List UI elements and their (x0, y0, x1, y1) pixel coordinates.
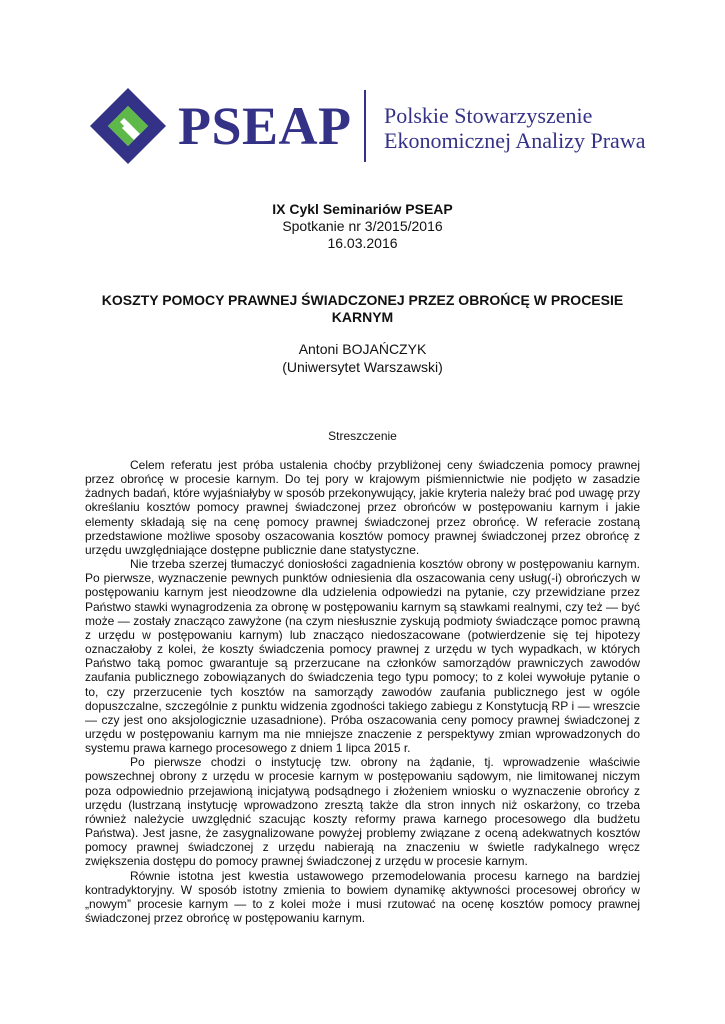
logo-acronym: PSEAP (178, 96, 352, 156)
logo-full-name (384, 103, 645, 153)
abstract-paragraph: Równie istotna jest kwestia ustawowego przemodelowania procesu karnego na bardziej kontradyktoryjny. W sposób istotny zmienia to bowiem dynamikę aktywności procesowej obrońcy w „nowym” procesie karnym — to z kolei może i musi rzutować na ocenę kosztów pomocy prawnej świadczonej przez obrońcę w postępowaniu karnym. (85, 868, 640, 925)
logo-name-line2: Ekonomicznej Analizy Prawa (384, 128, 646, 153)
author-name: Antoni BOJAŃCZYK (298, 341, 427, 357)
abstract-label: Streszczenie (328, 429, 397, 443)
pseap-logo-icon (88, 86, 168, 166)
author-block (85, 340, 640, 376)
abstract-body (85, 458, 640, 925)
author-affiliation: (Uniwersytet Warszawski) (282, 359, 443, 375)
series-info (85, 201, 640, 252)
abstract-paragraph: Celem referatu jest próba ustalenia choćby przybliżonej ceny świadczenia pomocy prawnej przez obrońcę w procesie karnym. Do tej pory w krajowym piśmiennictwie nie podjęto w zasadzie żadnych badań, które wyjaśniałyby w sposób przekonywujący, jakie kryteria należy brać pod uwagę przy określaniu kosztów pomocy prawnej świadczonej przez obrońców w postępowaniu karnym i jakie elementy składają się na cenę pomocy prawnej świadczonej przez obrońcę. W referacie zostaną przedstawione możliwe sposoby oszacowania kosztów pomocy prawnej świadczonej przez obrońcę z urzędu uwzględniające dostępne publicznie dane statystyczne. (85, 458, 640, 557)
paper-title: KOSZTY POMOCY PRAWNEJ ŚWIADCZONEJ PRZEZ OBROŃCĘ W PROCESIE KARNYM (101, 292, 624, 325)
series-name: IX Cykl Seminariów PSEAP (272, 201, 453, 217)
abstract-paragraph: Nie trzeba szerzej tłumaczyć doniosłości zagadnienia kosztów obrony w postępowaniu karnym. Po pierwsze, wyznaczenie pewnych punktów odniesienia dla oszacowania ceny usług(-i) obrończych w postępowaniu karnym jest nieodzowne dla udzielenia odpowiedzi na pytanie, czy przewidziane przez Państwo stawki wynagrodzenia za obronę w postępowaniu karnym są stawkami realnymi, czy też — być może — zostały znacząco zawyżone (na czym niesłusznie zyskują podmioty świadczące pomoc prawną z urzędu w postępowaniu karnym) lub znacząco niedoszacowane (potwierdzenie się tej hipotezy oznaczałoby z kolei, że koszty świadczenia pomocy prawnej z urzędu w tych wypadkach, w których Państwo taką pomoc gwarantuje są przerzucane na członków samorządów prawniczych zawodów zaufania publicznego zobowiązanych do świadczenia tego typu pomocy; to z kolei wywołuje pytanie o to, czy przerzucenie tych kosztów na samorządy zawodów zaufania publicznego jest w ogóle dopuszczalne, szczególnie z punktu widzenia zgodności takiego zabiegu z Konstytucją RP i — wreszcie — czy jest ono aksjologicznie uzasadnione). Próba oszacowania ceny pomocy prawnej świadczonej z urzędu w postępowaniu karnym ma nie mniejsze znaczenie z perspektywy zmian wprowadzonych do systemu prawa karnego procesowego z dniem 1 lipca 2015 r. (85, 557, 640, 756)
logo-name-line1: Polskie Stowarzyszenie (384, 103, 593, 128)
logo-divider (364, 90, 366, 162)
meeting-date: 16.03.2016 (327, 235, 398, 251)
meeting-number: Spotkanie nr 3/2015/2016 (282, 218, 443, 234)
abstract-paragraph: Po pierwsze chodzi o instytucję tzw. obrony na żądanie, tj. wprowadzenie właściwie powszechnej obrony z urzędu w procesie karnym w postępowaniu sądowym, nie limitowanej niczym poza odpowiednio przejawioną inicjatywą podsądnego i złożeniem wniosku o wyznaczenie obrońcy z urzędu (lustrzaną instytucję wprowadzono zresztą także dla stron innych niż oskarżony, co trzeba również należycie uwzględnić szacując koszty reformy prawa karnego procesowego dla budżetu Państwa). Jest jasne, że zasygnalizowane powyżej problemy związane z oceną adekwatnych kosztów pomocy prawnej świadczonej z urzędu nabierają na znaczeniu w świetle radykalnego wręcz zwiększenia dostępu do pomocy prawnej świadczonej z urzędu w procesie karnym. (85, 755, 640, 869)
